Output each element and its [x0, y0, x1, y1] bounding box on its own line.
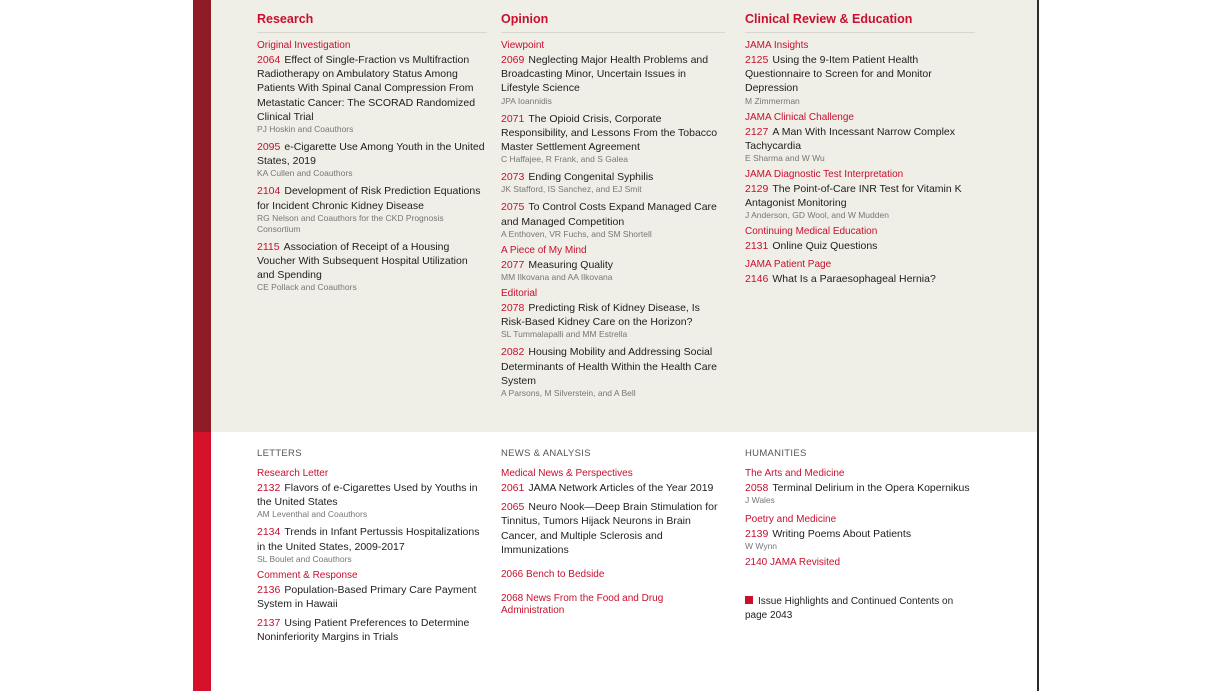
page-number: 2065 — [501, 501, 525, 514]
article-authors: W Wynn — [745, 541, 778, 552]
page-number: 2129 — [745, 183, 769, 196]
article-title: Association of Receipt of a Housing Voucher With Subsequent Hospital Utilization and Spending — [257, 240, 468, 282]
research-title: Research — [257, 12, 487, 33]
article-title-line — [257, 481, 487, 509]
cme-group — [745, 226, 975, 253]
article-entry[interactable] — [501, 170, 725, 195]
humanities-column — [745, 448, 975, 623]
group-heading: JAMA Clinical Challenge — [745, 111, 854, 123]
article-authors: SL Tummalapalli and MM Estrella — [501, 329, 628, 340]
contents-page — [193, 0, 1039, 691]
research-column — [257, 12, 487, 298]
article-entry[interactable] — [745, 239, 975, 253]
arts-medicine-group — [745, 468, 975, 506]
article-title-line — [501, 345, 725, 388]
page-number: 2077 — [501, 258, 525, 271]
article-title: The Point-of-Care INR Test for Vitamin K Antagonist Monitoring — [745, 183, 962, 210]
page-number: 2058 — [745, 482, 769, 494]
group-heading: Continuing Medical Education — [745, 226, 878, 238]
article-title-line — [257, 140, 487, 168]
page-number: 2082 — [501, 346, 525, 359]
article-title-line — [501, 53, 725, 96]
article-title: To Control Costs Expand Managed Care and Managed Competition — [501, 201, 717, 228]
article-title: Predicting Risk of Kidney Disease, Is Risk-Based Kidney Care on the Horizon? — [501, 302, 700, 329]
group-heading: JAMA Insights — [745, 40, 809, 51]
page-number: 2071 — [501, 112, 525, 125]
page-number: 2146 — [745, 272, 769, 285]
article-title-line — [501, 481, 725, 495]
comment-response-group — [257, 570, 487, 645]
page-number: 2078 — [501, 302, 525, 315]
poetry-medicine-group — [745, 514, 975, 552]
article-title-line — [745, 53, 975, 96]
article-title: Using Patient Preferences to Determine Noninferiority Margins in Trials — [257, 617, 470, 644]
article-title-line — [501, 500, 725, 557]
article-authors: AM Leventhal and Coauthors — [257, 509, 368, 520]
article-title: Development of Risk Prediction Equations for Incident Chronic Kidney Disease — [257, 185, 481, 212]
article-title: The Opioid Crisis, Corporate Responsibility, and Lessons From the Tobacco Master Settlement Agreement — [501, 112, 718, 154]
article-entry[interactable] — [257, 53, 487, 135]
article-title: Population-Based Primary Care Payment System in Hawaii — [257, 583, 477, 611]
article-entry[interactable] — [501, 500, 725, 557]
page-number: 2127 — [745, 125, 769, 138]
article-authors: SL Boulet and Coauthors — [257, 553, 352, 564]
opinion-title: Opinion — [501, 12, 725, 33]
page-number: 2115 — [257, 240, 280, 253]
article-title: Neuro Nook—Deep Brain Stimulation for Tinnitus, Tumors Hijack Neurons in Brain Cancer, and Multiple Sclerosis and Immunizations — [501, 501, 718, 556]
research-letter-group — [257, 468, 487, 565]
article-entry[interactable] — [745, 272, 975, 286]
page-number: 2095 — [257, 141, 281, 154]
note-text: Issue Highlights and Continued Contents on page 2043 — [745, 596, 954, 622]
page-number: 2131 — [745, 240, 769, 253]
article-title-line — [745, 481, 975, 495]
article-title-line — [745, 182, 975, 210]
article-title: Terminal Delirium in the Opera Kopernikus — [772, 482, 970, 494]
article-entry[interactable] — [257, 616, 487, 644]
group-heading: JAMA Patient Page — [745, 258, 832, 270]
page-number: 2134 — [257, 526, 281, 539]
square-bullet-icon — [745, 596, 753, 604]
page-number: 2061 — [501, 482, 525, 494]
page-number: 2073 — [501, 171, 525, 184]
article-authors: E Sharma and W Wu — [745, 153, 825, 164]
article-authors: C Haffajee, R Frank, and S Galea — [501, 154, 628, 165]
group-heading: JAMA Diagnostic Test Interpretation — [745, 169, 904, 181]
article-entry[interactable] — [501, 301, 725, 340]
page-number: 2104 — [257, 185, 281, 198]
article-title: Using the 9-Item Patient Health Questionnaire to Screen for and Monitor Depression — [745, 54, 932, 95]
article-authors: CE Pollack and Coauthors — [257, 282, 357, 293]
page-number: 2132 — [257, 482, 281, 494]
group-heading: Viewpoint — [501, 40, 545, 51]
clinical-challenge-group — [745, 112, 975, 164]
article-title: What Is a Paraesophageal Hernia? — [772, 272, 936, 285]
article-title: Measuring Quality — [528, 258, 613, 271]
article-title-line — [745, 527, 975, 541]
article-authors: RG Nelson and Coauthors for the CKD Prognosis Consortium — [257, 212, 444, 234]
page-number: 2125 — [745, 54, 769, 66]
jama-revisited-link[interactable]: 2140 JAMA Revisited — [745, 557, 841, 569]
article-title-line — [501, 112, 725, 155]
article-entry[interactable] — [257, 525, 487, 564]
article-title: Flavors of e-Cigarettes Used by Youths in the United States — [257, 482, 478, 509]
article-title-line — [257, 616, 487, 644]
spine-band-red — [193, 432, 211, 691]
article-title: Housing Mobility and Addressing Social Determinants of Health Within the Health Care System — [501, 346, 717, 387]
humanities-title: HUMANITIES — [745, 448, 807, 459]
article-authors: M Zimmerman — [745, 95, 800, 106]
article-title: JAMA Network Articles of the Year 2019 — [528, 482, 714, 494]
article-authors: J Wales — [745, 495, 775, 506]
original-investigation-group — [257, 40, 487, 293]
article-title-line — [745, 239, 975, 253]
news-title: NEWS & ANALYSIS — [501, 448, 591, 459]
group-heading: The Arts and Medicine — [745, 468, 845, 479]
article-title-line — [501, 170, 725, 184]
page-number: 2139 — [745, 528, 769, 541]
letters-column — [257, 448, 487, 650]
article-title: A Man With Incessant Narrow Complex Tachycardia — [745, 125, 956, 152]
bench-to-bedside-link[interactable]: 2066 Bench to Bedside — [501, 569, 605, 581]
news-column — [501, 448, 725, 622]
group-heading: Poetry and Medicine — [745, 514, 837, 526]
article-entry[interactable] — [257, 184, 487, 234]
article-title: Trends in Infant Pertussis Hospitalizations in the United States, 2009-2017 — [257, 526, 480, 553]
opinion-column — [501, 12, 725, 404]
article-entry[interactable] — [257, 583, 487, 611]
article-entry[interactable] — [501, 481, 725, 495]
spine-band-dark — [193, 0, 211, 432]
article-title: Writing Poems About Patients — [772, 528, 912, 541]
patient-page-group — [745, 259, 975, 286]
clinical-title: Clinical Review & Education — [745, 12, 975, 33]
page-number: 2075 — [501, 201, 525, 214]
article-authors: MM Ilkovana and AA Ilkovana — [501, 272, 613, 283]
article-authors: A Parsons, M Silverstein, and A Bell — [501, 388, 636, 399]
article-title-line — [257, 240, 487, 283]
article-title: Effect of Single-Fraction vs Multifraction Radiotherapy on Ambulatory Status Among Patients With Spinal Canal Compression From Metastatic Cancer: The SCORAD Randomized Clinical Trial — [257, 54, 476, 123]
page-number: 2137 — [257, 617, 281, 630]
article-entry[interactable] — [501, 112, 725, 166]
fda-news-link[interactable]: 2068 News From the Food and Drug Administration — [501, 593, 664, 617]
continued-contents-note — [745, 595, 975, 623]
article-entry[interactable] — [501, 345, 725, 399]
jama-insights-group — [745, 40, 975, 107]
article-entry[interactable] — [745, 527, 975, 552]
article-title-line — [745, 125, 975, 153]
article-entry[interactable] — [257, 240, 487, 294]
article-authors: J Anderson, GD Wool, and W Mudden — [745, 210, 889, 221]
letters-title: LETTERS — [257, 448, 302, 459]
article-title-line — [257, 525, 487, 553]
page-number: 2136 — [257, 583, 281, 596]
bottom-panel — [211, 432, 1037, 691]
medical-news-group — [501, 468, 725, 557]
bench-to-bedside-group — [501, 569, 725, 581]
piece-of-my-mind-group — [501, 245, 725, 283]
article-title-line — [501, 301, 725, 329]
article-title-line — [257, 583, 487, 611]
group-heading: Comment & Response — [257, 569, 358, 581]
article-authors: PJ Hoskin and Coauthors — [257, 124, 354, 135]
top-panel — [211, 0, 1037, 432]
jama-revisited-group — [745, 557, 975, 569]
article-title: Online Quiz Questions — [772, 240, 878, 253]
article-authors: JPA Ioannidis — [501, 95, 552, 106]
group-heading: Original Investigation — [257, 40, 351, 51]
article-title-line — [501, 258, 725, 272]
diagnostic-test-group — [745, 169, 975, 221]
article-title-line — [257, 184, 487, 212]
article-authors: JK Stafford, IS Sanchez, and EJ Smit — [501, 184, 642, 195]
page-number: 2069 — [501, 54, 525, 66]
article-entry[interactable] — [501, 258, 725, 283]
article-entry[interactable] — [745, 125, 975, 164]
article-title-line — [257, 53, 487, 124]
group-heading: Editorial — [501, 288, 538, 300]
article-entry[interactable] — [257, 140, 487, 179]
article-title: Neglecting Major Health Problems and Broadcasting Minor, Uncertain Issues in Lifestyle Science — [501, 54, 709, 95]
article-authors: A Enthoven, VR Fuchs, and SM Shortell — [501, 228, 652, 239]
article-title: e-Cigarette Use Among Youth in the United States, 2019 — [257, 141, 485, 168]
viewpoint-group — [501, 40, 725, 240]
article-entry[interactable] — [745, 182, 975, 221]
article-title: Ending Congenital Syphilis — [528, 171, 654, 184]
group-heading: A Piece of My Mind — [501, 244, 587, 256]
clinical-column — [745, 12, 975, 291]
page-number: 2064 — [257, 54, 281, 66]
article-title-line — [501, 200, 725, 228]
article-entry[interactable] — [745, 481, 975, 506]
article-entry[interactable] — [257, 481, 487, 520]
article-authors: KA Cullen and Coauthors — [257, 168, 353, 179]
article-entry[interactable] — [501, 53, 725, 107]
group-heading: Medical News & Perspectives — [501, 468, 633, 479]
group-heading: Research Letter — [257, 468, 329, 479]
fda-news-group — [501, 593, 725, 617]
article-entry[interactable] — [501, 200, 725, 239]
article-title-line — [745, 272, 975, 286]
editorial-group — [501, 288, 725, 399]
article-entry[interactable] — [745, 53, 975, 107]
